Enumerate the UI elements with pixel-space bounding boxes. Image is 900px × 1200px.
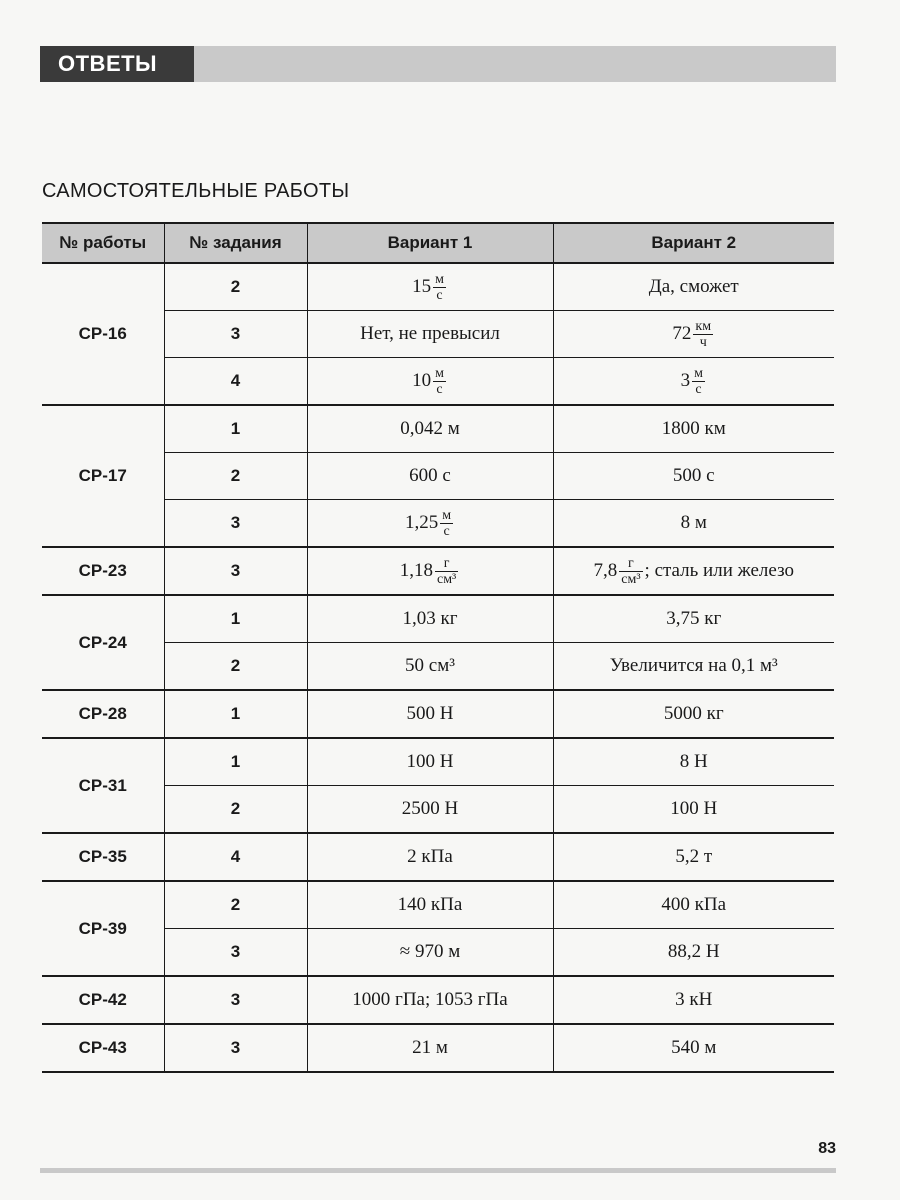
- answer-value: 100 Н: [406, 751, 454, 772]
- variant-1-cell: [307, 311, 553, 358]
- unit-fraction: [440, 508, 453, 539]
- table-row: [42, 690, 834, 738]
- variant-2-cell: [553, 500, 834, 548]
- work-number-cell: СР-39: [42, 881, 164, 976]
- unit-fraction: [692, 366, 705, 397]
- variant-1-cell: [307, 786, 553, 834]
- answer-value: 3: [680, 369, 691, 391]
- variant-1-cell: [307, 358, 553, 406]
- answer-value: 100 Н: [670, 798, 718, 819]
- task-number-cell: 1: [164, 690, 307, 738]
- variant-1-cell: [307, 929, 553, 977]
- answer-value: 1,03 кг: [402, 608, 458, 629]
- unit-numerator: м: [442, 507, 452, 523]
- variant-1-cell: [307, 881, 553, 929]
- answer-value: 3 кН: [675, 989, 713, 1010]
- task-number-cell: 4: [164, 833, 307, 881]
- unit-numerator: м: [694, 365, 703, 381]
- variant-2-cell: [553, 833, 834, 881]
- unit-numerator: м: [435, 365, 444, 381]
- task-number-cell: 2: [164, 786, 307, 834]
- answer-value: 72: [672, 322, 692, 344]
- variant-2-cell: [553, 881, 834, 929]
- answer-value: Да, сможет: [648, 276, 739, 297]
- variant-1-cell: [307, 738, 553, 786]
- table-row: [42, 1024, 834, 1072]
- answer-value: 5,2 т: [675, 846, 713, 867]
- task-number-cell: 3: [164, 1024, 307, 1072]
- answer-value: Увеличится на 0,1 м³: [609, 655, 778, 676]
- task-number-cell: 4: [164, 358, 307, 406]
- work-number-cell: СР-42: [42, 976, 164, 1024]
- answer-value: 1,18: [399, 559, 433, 581]
- variant-2-cell: [553, 786, 834, 834]
- task-number-cell: 2: [164, 453, 307, 500]
- variant-2-cell: [553, 643, 834, 691]
- work-number-cell: СР-35: [42, 833, 164, 881]
- variant-2-cell: [553, 405, 834, 453]
- work-number-cell: СР-31: [42, 738, 164, 833]
- unit-denominator: см³: [436, 571, 457, 587]
- answer-value: 1000 гПа; 1053 гПа: [352, 989, 508, 1010]
- answer-value: 15: [412, 275, 432, 297]
- work-number-cell: СР-28: [42, 690, 164, 738]
- unit-denominator: с: [443, 523, 450, 539]
- answer-suffix: ; сталь или железо: [644, 559, 794, 581]
- work-number-cell: СР-16: [42, 263, 164, 405]
- answer-value: 1,25: [404, 511, 439, 533]
- unit-fraction: [619, 556, 642, 587]
- table-row: [42, 881, 834, 929]
- answers-table: [42, 222, 834, 1073]
- variant-2-cell: [553, 595, 834, 643]
- header-variant-2: Вариант 2: [553, 223, 834, 263]
- task-number-cell: 1: [164, 405, 307, 453]
- variant-2-cell: [553, 311, 834, 358]
- unit-numerator: г: [619, 556, 642, 572]
- section-title: САМОСТОЯТЕЛЬНЫЕ РАБОТЫ: [42, 180, 350, 202]
- work-number-cell: СР-17: [42, 405, 164, 547]
- variant-1-cell: [307, 690, 553, 738]
- unit-numerator: км: [695, 318, 712, 334]
- answer-value: 0,042 м: [400, 418, 460, 439]
- unit-denominator: см³: [621, 571, 641, 587]
- answer-value: 50 см³: [405, 655, 455, 676]
- answer-value: 2 кПа: [407, 846, 453, 867]
- variant-2-cell: [553, 976, 834, 1024]
- answer-value: 10: [412, 369, 432, 391]
- answer-value: ≈ 970 м: [399, 941, 461, 962]
- table-row: [42, 547, 834, 595]
- answer-value: 8 м: [680, 512, 707, 533]
- variant-2-cell: [553, 358, 834, 406]
- variant-1-cell: [307, 405, 553, 453]
- header-variant-1: Вариант 1: [307, 223, 553, 263]
- header-task-number: № задания: [164, 223, 307, 263]
- work-number-cell: СР-43: [42, 1024, 164, 1072]
- table-row: [42, 263, 834, 311]
- unit-denominator: ч: [699, 334, 707, 350]
- variant-2-cell: [553, 263, 834, 311]
- variant-1-cell: [307, 833, 553, 881]
- task-number-cell: 3: [164, 976, 307, 1024]
- variant-2-cell: [553, 547, 834, 595]
- answer-value: 88,2 Н: [667, 941, 720, 962]
- task-number-cell: 2: [164, 881, 307, 929]
- task-number-cell: 1: [164, 738, 307, 786]
- unit-fraction: [435, 556, 458, 587]
- table-header-row: [42, 223, 834, 263]
- table-row: [42, 595, 834, 643]
- answer-value: 140 кПа: [397, 894, 463, 915]
- table-row: [42, 405, 834, 453]
- unit-numerator: м: [435, 271, 444, 287]
- variant-1-cell: [307, 643, 553, 691]
- variant-2-cell: [553, 690, 834, 738]
- answer-value: 21 м: [412, 1037, 448, 1058]
- task-number-cell: 2: [164, 643, 307, 691]
- unit-fraction: [693, 319, 713, 350]
- task-number-cell: 3: [164, 547, 307, 595]
- work-number-cell: СР-24: [42, 595, 164, 690]
- header-work-number: № работы: [42, 223, 164, 263]
- footer-bar: [40, 1168, 836, 1173]
- answer-value: 400 кПа: [661, 894, 727, 915]
- answer-value: 8 Н: [679, 751, 708, 772]
- variant-2-cell: [553, 1024, 834, 1072]
- task-number-cell: 3: [164, 500, 307, 548]
- unit-fraction: [433, 366, 446, 397]
- variant-1-cell: [307, 1024, 553, 1072]
- variant-2-cell: [553, 453, 834, 500]
- table-row: [42, 976, 834, 1024]
- answer-value: 1800 км: [661, 418, 726, 439]
- task-number-cell: 1: [164, 595, 307, 643]
- table-row: [42, 833, 834, 881]
- answer-value: 3,75 кг: [666, 608, 722, 629]
- variant-1-cell: [307, 263, 553, 311]
- answer-value: 600 с: [409, 465, 451, 486]
- variant-1-cell: [307, 500, 553, 548]
- variant-1-cell: [307, 547, 553, 595]
- answer-value: 5000 кг: [663, 703, 724, 724]
- unit-fraction: [433, 272, 446, 303]
- header-bar: [40, 46, 836, 82]
- variant-2-cell: [553, 929, 834, 977]
- variant-1-cell: [307, 976, 553, 1024]
- task-number-cell: 3: [164, 311, 307, 358]
- section-header-title: ОТВЕТЫ: [40, 46, 194, 82]
- answer-value: Нет, не превысил: [360, 323, 500, 344]
- unit-denominator: с: [436, 287, 443, 303]
- variant-2-cell: [553, 738, 834, 786]
- answers-table-body: [42, 263, 834, 1072]
- task-number-cell: 3: [164, 929, 307, 977]
- variant-1-cell: [307, 453, 553, 500]
- answer-value: 2500 Н: [401, 798, 459, 819]
- unit-numerator: г: [435, 556, 458, 572]
- variant-1-cell: [307, 595, 553, 643]
- table-row: [42, 738, 834, 786]
- answer-value: 540 м: [671, 1037, 717, 1058]
- work-number-cell: СР-23: [42, 547, 164, 595]
- answer-value: 500 с: [672, 465, 715, 486]
- task-number-cell: 2: [164, 263, 307, 311]
- answer-value: 500 Н: [406, 703, 454, 724]
- answer-value: 7,8: [593, 559, 618, 581]
- page-number: 83: [818, 1140, 836, 1157]
- unit-denominator: с: [695, 381, 702, 397]
- unit-denominator: с: [436, 381, 443, 397]
